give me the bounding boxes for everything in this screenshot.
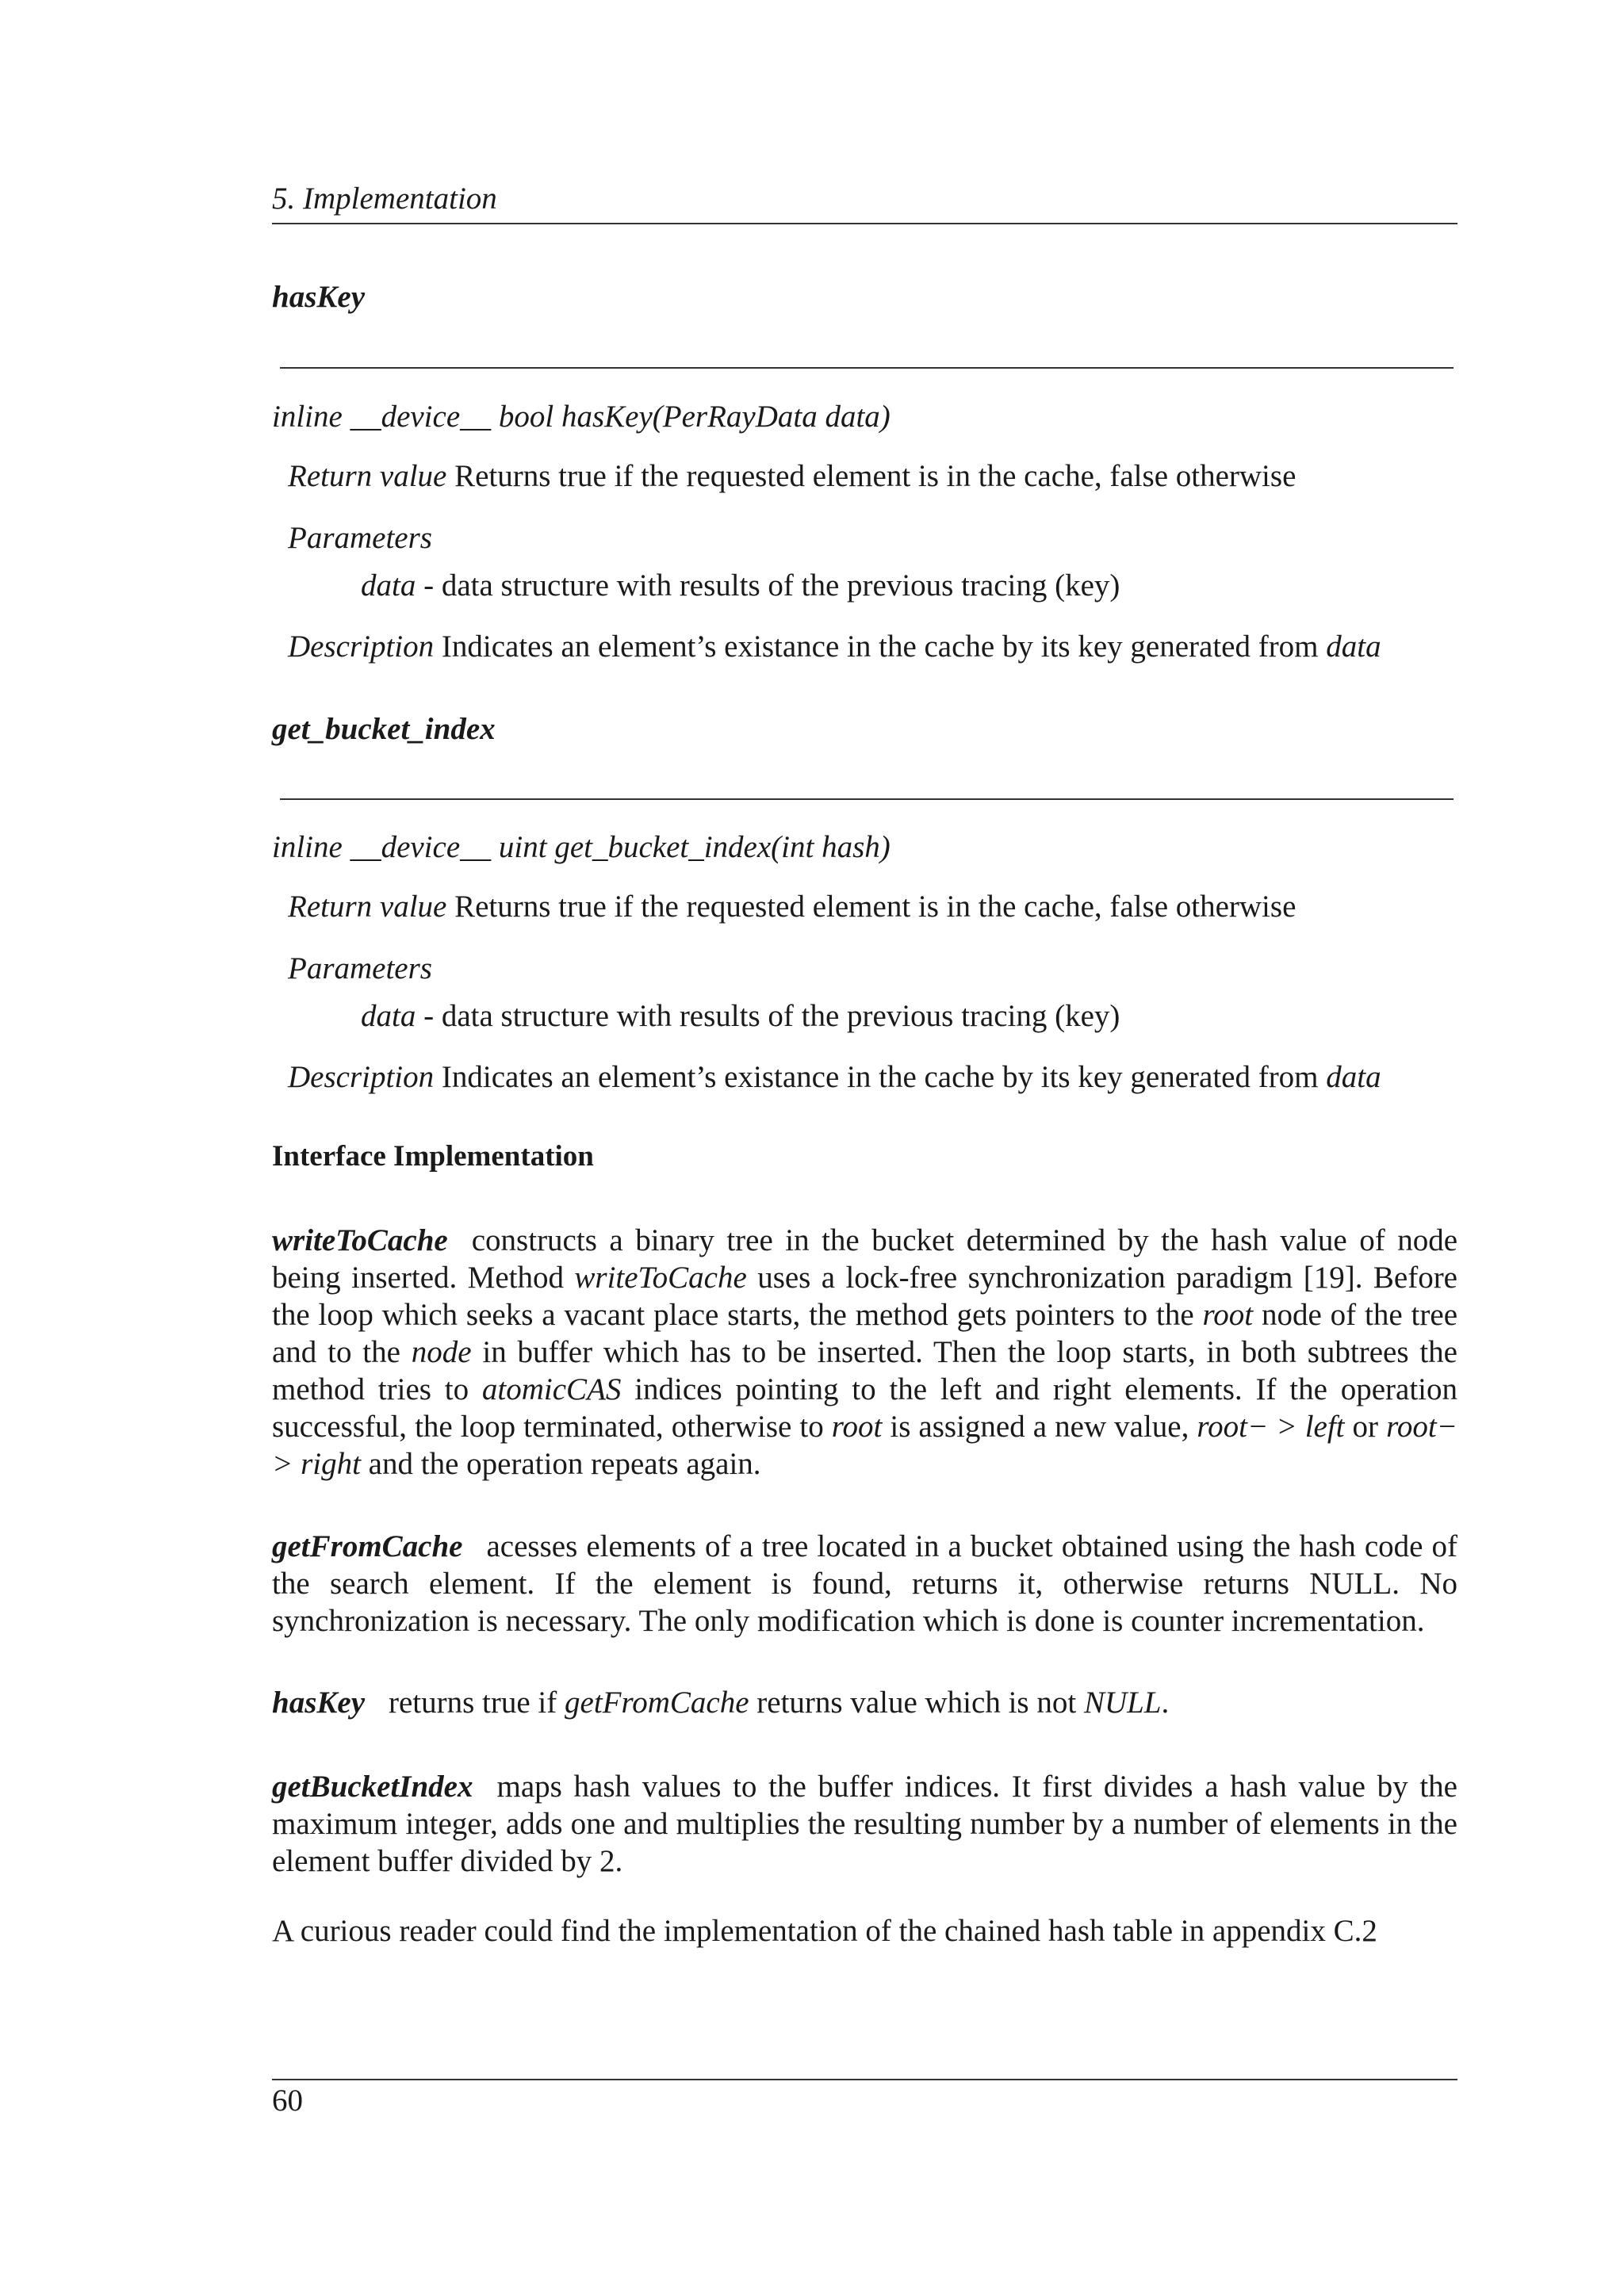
parameter-name: data xyxy=(361,568,416,603)
return-value-field xyxy=(288,458,1296,494)
return-value-field xyxy=(288,889,1296,924)
paragraph-term: writeToCache xyxy=(272,1223,448,1257)
header-rule xyxy=(272,223,1457,224)
footer-rule xyxy=(272,2079,1457,2080)
parameters-label: Parameters xyxy=(288,521,432,555)
description-var: data xyxy=(1326,629,1381,664)
document-page xyxy=(272,0,1457,2296)
parameter-item xyxy=(361,568,1120,603)
description-var: data xyxy=(1326,1060,1381,1094)
paragraph-get-bucket-index: getBucketIndex maps hash values to the buffer indices. It first divides a hash value by the maximum integer, adds one and multiplies the resulting number by a number of elements in the element buffer divided by 2. xyxy=(272,1770,1457,1878)
running-header: 5. Implementation xyxy=(272,182,497,216)
function-signature: inline __device__ uint get_bucket_index(int hash) xyxy=(272,830,891,864)
parameters-label: Parameters xyxy=(288,951,432,985)
paragraph-write-to-cache: writeToCache constructs a binary tree in the bucket determined by the hash value of node being inserted. Method writeToCache uses a lock-free synchronization paradigm [19]. Before the loop which seeks a vacant place starts, the method gets pointers to the root node of the tree and to the node in buffer which has to be inserted. Then the loop starts, in both subtrees the method tries to atomicCAS indices pointing to the left and right elements. If the operation successful, the loop terminated, otherwise to root is assigned a new value, root− > left or root− > right and the operation repeats again. xyxy=(272,1223,1457,1481)
section-heading: Interface Implementation xyxy=(272,1140,594,1173)
return-value-text: Returns true if the requested element is in the cache, false otherwise xyxy=(454,890,1297,924)
return-value-label: Return value xyxy=(288,459,447,493)
description-text: Indicates an element’s existance in the cache by its key generated from xyxy=(441,629,1327,664)
description-label: Description xyxy=(288,1060,435,1094)
return-value-text: Returns true if the requested element is in the cache, false otherwise xyxy=(454,459,1297,493)
function-title-get-bucket-index: get_bucket_index xyxy=(272,712,496,746)
paragraph-term: hasKey xyxy=(272,1686,365,1720)
parameter-text: - data structure with results of the previous tracing (key) xyxy=(416,568,1120,603)
description-text: Indicates an element’s existance in the cache by its key generated from xyxy=(441,1060,1327,1094)
return-value-label: Return value xyxy=(288,890,447,924)
page-number: 60 xyxy=(272,2084,303,2118)
description-label: Description xyxy=(288,629,435,664)
parameter-text: - data structure with results of the previous tracing (key) xyxy=(416,999,1120,1033)
paragraph-appendix-note: A curious reader could find the implementation of the chained hash table in appendix C.2 xyxy=(272,1914,1377,1948)
paragraph-get-from-cache: getFromCache acesses elements of a tree located in a bucket obtained using the hash code of the search element. If the element is found, returns it, otherwise returns NULL. No synchronization is necessary. The only modification which is done is counter incrementation. xyxy=(272,1529,1457,1638)
parameter-item xyxy=(361,998,1120,1034)
paragraph-term: getBucketIndex xyxy=(272,1770,473,1804)
description-field xyxy=(288,1059,1381,1095)
paragraph-term: getFromCache xyxy=(272,1529,463,1563)
function-rule xyxy=(280,798,1454,800)
function-signature: inline __device__ bool hasKey(PerRayData data) xyxy=(272,400,891,434)
paragraph-has-key: hasKey returns true if getFromCache returns value which is not NULL. xyxy=(272,1686,1170,1720)
function-title-haskey: hasKey xyxy=(272,280,365,314)
function-rule xyxy=(280,367,1454,369)
description-field xyxy=(288,629,1381,664)
parameter-name: data xyxy=(361,999,416,1033)
